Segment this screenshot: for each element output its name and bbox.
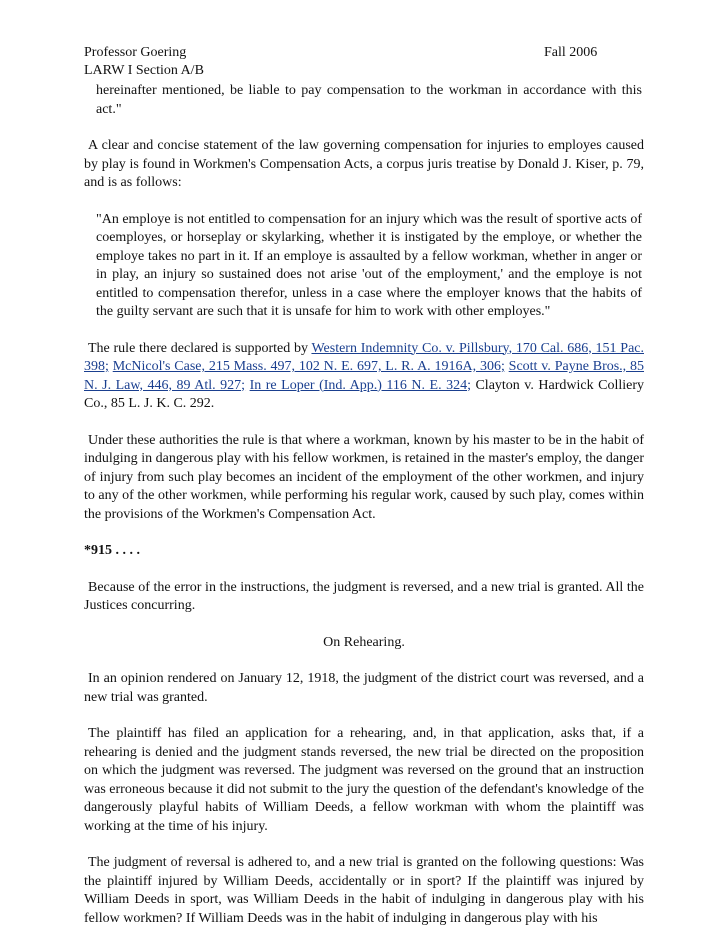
paragraph-judgment: Because of the error in the instructions, the judgment is reversed, and a new trial is granted. All the Justices concurring. [84,579,644,613]
header-course: LARW I Section A/B [84,63,204,78]
document-page [84,44,644,946]
rehearing-heading: On Rehearing. [323,634,405,650]
paragraph-rule: Under these authorities the rule is that where a workman, known by his master to be in the habit of indulging in dangerous play with his fellow workmen, is retained in the master's employ, the danger of injury from such play becomes an incident of the employment of the other workmen, and injury to any of the other workmen, while performing his regular work, caused by such play, comes within the provisions of the Workmen's Compensation Act. [84,432,644,522]
citation-link-mcnicol[interactable]: McNicol's Case, 215 Mass. 497, 102 N. E. 697, L. R. A. 1916A, 306; [112,359,505,374]
quote-continuation: hereinafter mentioned, be liable to pay compensation to the workman in accordance with this act." [96,83,642,117]
paragraph-new-trial-questions: The judgment of reversal is adhered to, and a new trial is granted on the following questions: Was the plaintiff injured by William Deeds, accidentally or in sport? If the plaintiff was injured by William Deeds in sport, was William Deeds in the habit of indulging in dangerous play with his fellow workmen? If William Deeds was in the habit of indulging in dangerous play with his [84,855,644,926]
header-professor: Professor Goering [84,45,187,60]
paragraph-citations [84,340,644,414]
paragraph-treatise: A clear and concise statement of the law governing compensation for injuries to employes caused by play is found in Workmen's Compensation Acts, a corpus juris treatise by Donald J. Kiser, p. 79, and is as follows: [84,138,644,190]
page-marker-line [84,542,644,561]
citation-link-in-re-loper[interactable]: In re Loper (Ind. App.) 116 N. E. 324; [249,377,471,393]
citation-link-scott-v-payne[interactable]: Scott v. Payne Bros., 85 N. J. Law, 446, 89 Atl. 927; [84,359,645,393]
paragraph-opinion-date: In an opinion rendered on January 12, 1918, the judgment of the district court was reversed, and a new trial was granted. [84,671,644,705]
header-term: Fall 2006 [544,45,598,60]
page-header [84,44,644,80]
paragraph-rehearing-application: The plaintiff has filed an application for a rehearing, and, in that application, asks that, if a rehearing is denied and the judgment stands reversed, the new trial be directed on the proposition on which the judgment was reversed. The judgment was reversed on the ground that an instruction was erroneous because it did not submit to the jury the question of the defendant's knowledge of the dangerously playful habits of William Deeds, a fellow workman with whom the plaintiff was working at the time of his injury. [84,726,644,834]
citations-intro: The rule there declared is supported by [88,340,312,356]
citation-link-western-indemnity[interactable]: Western Indemnity Co. v. Pillsbury, 170 Cal. 686, 151 Pac. 398; [84,340,644,374]
block-quote-treatise: "An employe is not entitled to compensation for an injury which was the result of sportive acts of coemployes, or horseplay or skylarking, whether it is instigated by the employe, or whether the employe takes no part in it. If an employe is assaulted by a fellow workman, whether in anger or in play, an injury so sustained does not arise 'out of the employment,' and the employe is not entitled to compensation therefor, unless in a case where the employer knows that the habits of the guilty servant are such that it is unsafe for him to work with other employes." [96,211,642,319]
citations-tail: Clayton v. Hardwick Colliery Co., 85 L. J. K. C. 292. [84,377,644,411]
page-marker: *915 [84,543,112,558]
ellipsis: . . . . [112,543,140,558]
